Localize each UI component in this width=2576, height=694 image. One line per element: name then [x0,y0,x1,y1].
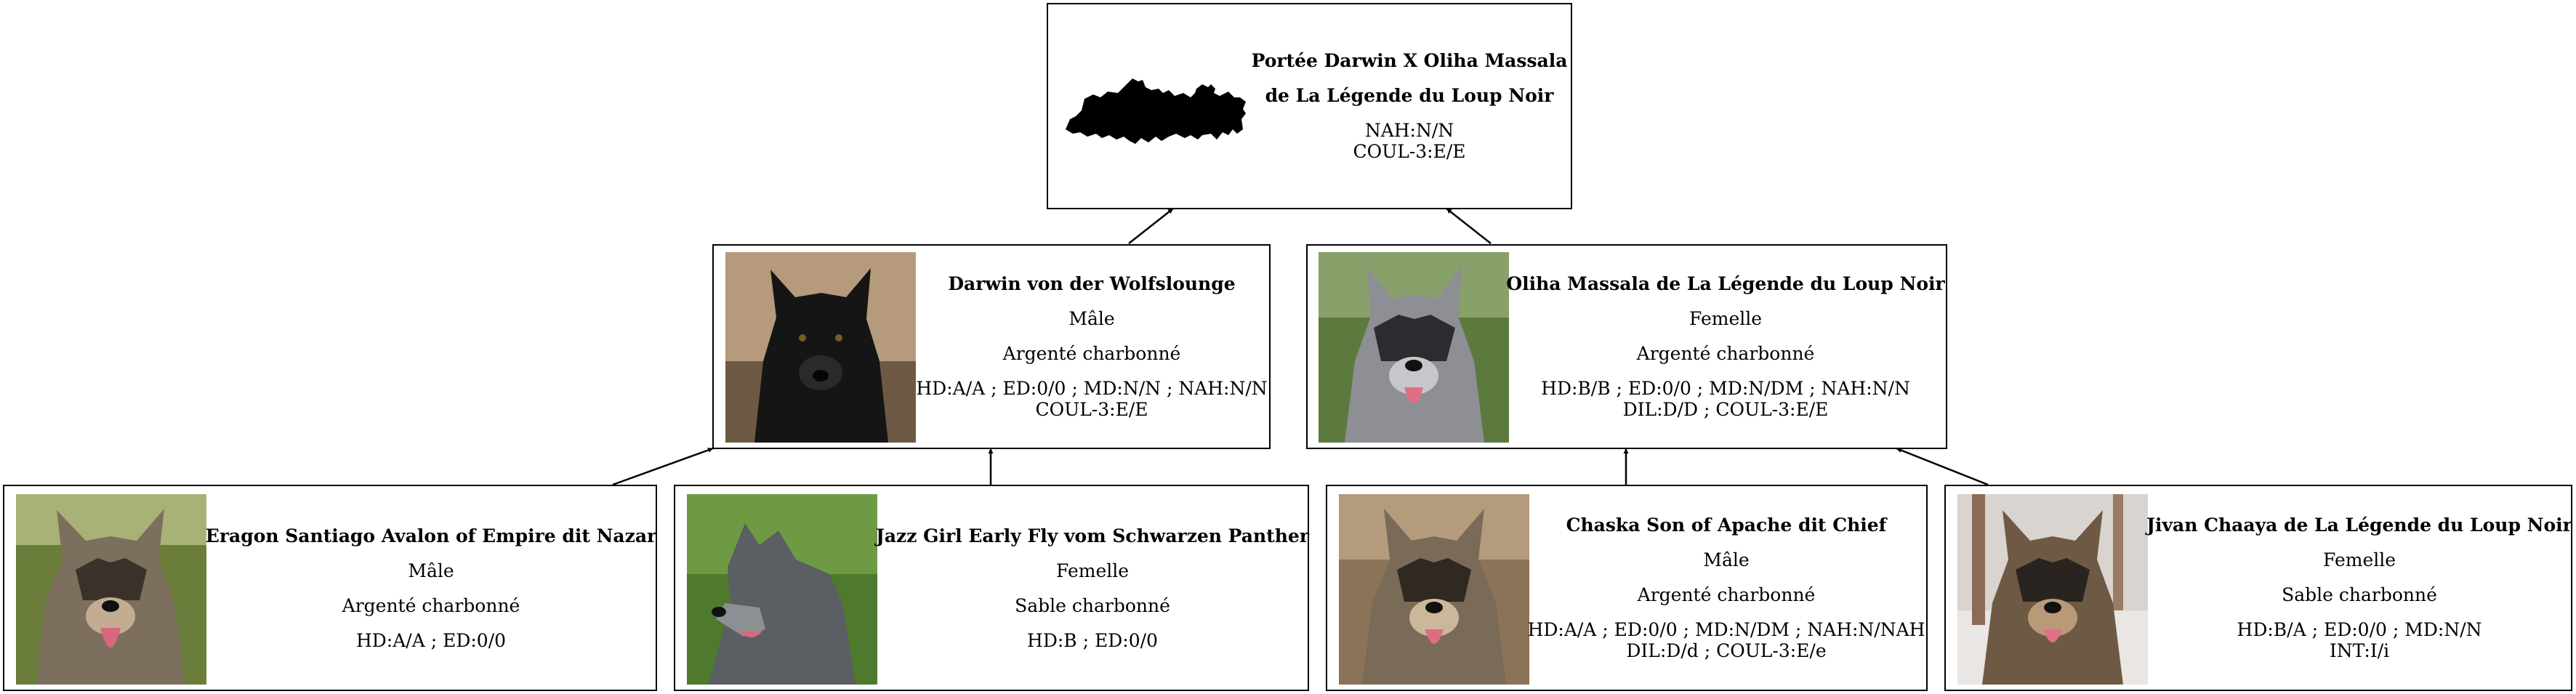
sire-node[interactable] [712,244,1271,449]
edge-sire-to-litter [1129,209,1173,243]
eragon-photo [16,494,206,685]
litter-node[interactable] [1047,3,1572,209]
dam-sire-name: Chaska Son of Apache dit Chief [1566,515,1887,536]
sire-sire-color: Argenté charbonné [342,594,520,616]
chaska-photo [1339,494,1529,685]
dog-silhouettes-image [1060,68,1250,156]
dam-dam-node[interactable] [1944,485,2572,691]
dam-dam-tests-line2: INT:I/i [2329,640,2390,661]
sire-dam-color: Sable charbonné [1015,594,1170,616]
dam-color: Argenté charbonné [1636,343,1815,364]
dam-sire-tests-line2: DIL:D/d ; COUL-3:E/e [1626,640,1827,661]
dam-dam-name: Jivan Chaaya de La Légende du Loup Noir [2146,515,2572,536]
dam-sire-color: Argenté charbonné [1637,584,1816,605]
dam-dam-sex: Femelle [2322,549,2396,570]
sire-dam-sex: Femelle [1055,560,1130,581]
jivan-photo [1957,494,2148,685]
sire-tests-line1: HD:A/A ; ED:0/0 ; MD:N/N ; NAH:N/N [916,378,1268,399]
litter-genetics-line2: COUL-3:E/E [1353,141,1466,162]
sire-sire-tests-line1: HD:A/A ; ED:0/0 [355,629,507,651]
sire-color: Argenté charbonné [1002,343,1181,364]
litter-title-line1: Portée Darwin X Oliha Massala [1251,50,1568,71]
dam-name: Oliha Massala de La Légende du Loup Noir [1506,273,1945,294]
darwin-photo [725,252,916,443]
dam-tests-line1: HD:B/B ; ED:0/0 ; MD:N/DM ; NAH:N/N [1541,378,1910,399]
sire-sire-sex: Mâle [408,560,454,581]
dam-sire-node[interactable] [1326,485,1928,691]
dam-dam-color: Sable charbonné [2282,584,2437,605]
jazz-photo [687,494,877,685]
dam-sex: Femelle [1689,308,1763,329]
sire-dam-name: Jazz Girl Early Fly vom Schwarzen Panther [876,525,1309,546]
dam-node[interactable] [1306,244,1947,449]
dam-sire-sex: Mâle [1703,549,1750,570]
oliha-photo [1319,252,1509,443]
edge-jivan-to-oliha [1896,448,1988,485]
sire-tests-line2: COUL-3:E/E [1035,399,1148,420]
litter-genetics-line1: NAH:N/N [1364,120,1454,141]
litter-title-line2: de La Légende du Loup Noir [1265,85,1554,106]
sire-dam-tests-line1: HD:B ; ED:0/0 [1027,629,1158,651]
sire-sire-node[interactable] [3,485,657,691]
sire-name: Darwin von der Wolfslounge [948,273,1236,294]
sire-sex: Mâle [1068,308,1115,329]
dam-sire-tests-line1: HD:A/A ; ED:0/0 ; MD:N/DM ; NAH:N/NAH [1527,619,1925,640]
sire-dam-node[interactable] [674,485,1309,691]
sire-sire-name: Eragon Santiago Avalon of Empire dit Nazar [205,525,657,546]
dam-tests-line2: DIL:D/D ; COUL-3:E/E [1622,399,1829,420]
dam-dam-tests-line1: HD:B/A ; ED:0/0 ; MD:N/N [2237,619,2482,640]
edge-dam-to-litter [1446,209,1491,243]
edge-eragon-to-darwin [613,448,713,485]
